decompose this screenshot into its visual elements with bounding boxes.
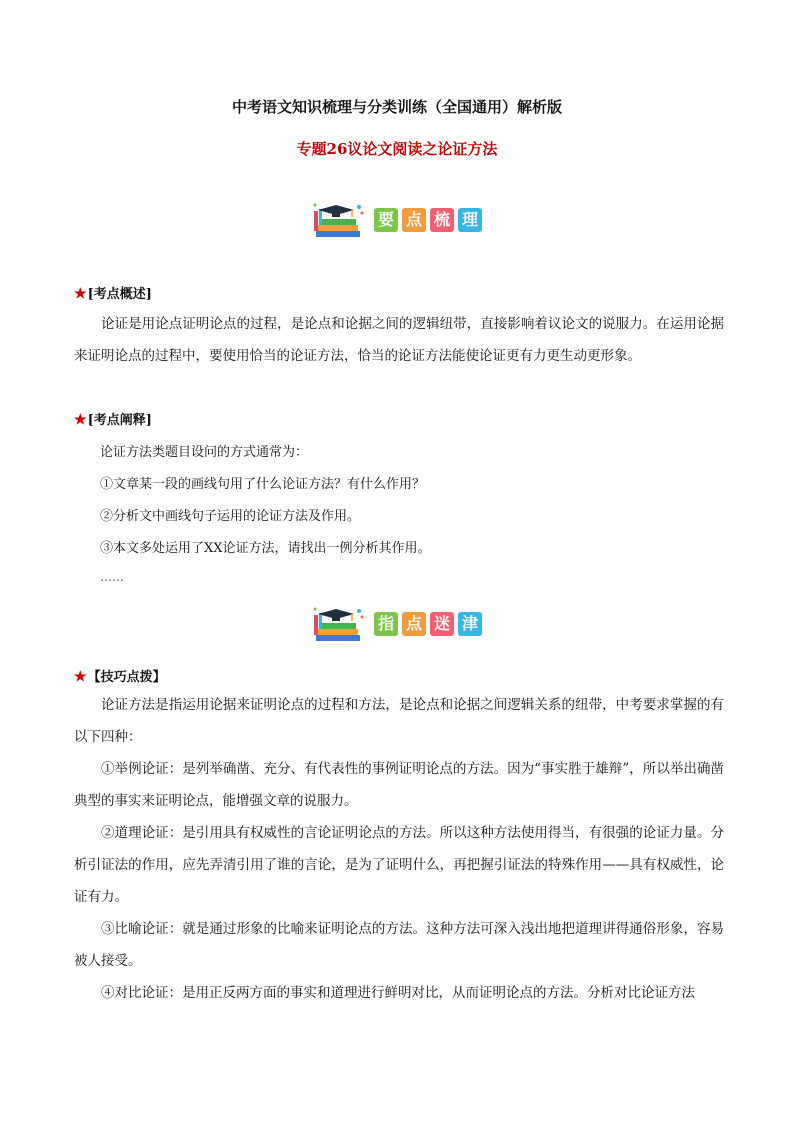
explain-line: ②分析文中画线句子运用的论证方法及作用。	[100, 509, 361, 524]
document-title: 中考语文知识梳理与分类训练（全国通用）解析版	[231, 98, 562, 116]
star-icon: ★	[74, 286, 87, 302]
books-graduation-cap-icon	[312, 201, 366, 239]
star-icon: ★	[74, 669, 87, 685]
tips-paragraph: ④对比论证：是用正反两方面的事实和道理进行鲜明对比，从而证明论点的方法。分析对比论证方法	[101, 985, 695, 1001]
banner-tile: 要	[374, 208, 398, 232]
explain-ellipsis: ……	[100, 570, 124, 584]
tips-paragraph: ②道理论证：是引用具有权威性的言论证明论点的方法。所以这种方法使用得当，有很强的论证力量。分析引证法的作用，应先弄清引用了谁的言论，是为了证明什么，再把握引证法的特殊作用——具有权威性，论证有力。	[74, 825, 724, 905]
guidance-banner	[0, 604, 794, 644]
topic-subtitle: 专题26议论文阅读之论证方法	[296, 140, 498, 158]
overview-heading-text: [考点概述]	[87, 287, 152, 302]
banner-tile: 迷	[430, 612, 454, 636]
banner-tile: 理	[458, 208, 482, 232]
banner-tile: 点	[402, 208, 426, 232]
tips-paragraph: ①举例论证：是列举确凿、充分、有代表性的事例证明论点的方法。因为“事实胜于雄辩”，所以举出确凿典型的事实来证明论点，能增强文章的说服力。	[74, 761, 724, 809]
books-graduation-cap-icon	[312, 605, 366, 643]
explain-heading	[74, 409, 152, 428]
explain-line: 论证方法类题目设问的方式通常为：	[100, 445, 309, 460]
banner-tile: 津	[458, 612, 482, 636]
tips-paragraph: ③比喻论证：就是通过形象的比喻来证明论点的方法。这种方法可深入浅出地把道理讲得通俗形象，容易被人接受。	[74, 921, 724, 969]
explain-line: ③本文多处运用了XX论证方法，请找出一例分析其作用。	[100, 541, 431, 556]
overview-heading	[74, 283, 152, 302]
key-points-banner	[0, 200, 794, 240]
explain-heading-text: [考点阐释]	[87, 413, 152, 428]
explain-line: ①文章某一段的画线句用了什么论证方法？有什么作用？	[100, 477, 426, 492]
tips-heading-text: 【技巧点拨】	[87, 670, 166, 685]
overview-paragraph: 论证是用论点证明论点的过程，是论点和论据之间的逻辑纽带，直接影响着议论文的说服力。在运用论据来证明论点的过程中，要使用恰当的论证方法，恰当的论证方法能使论证更有力更生动更形象。	[74, 316, 724, 364]
banner-tile: 点	[402, 612, 426, 636]
tips-paragraph: 论证方法是指运用论据来证明论点的过程和方法，是论点和论据之间逻辑关系的纽带，中考要求掌握的有以下四种：	[74, 697, 724, 745]
star-icon: ★	[74, 412, 87, 428]
banner-tile: 指	[374, 612, 398, 636]
banner-tile: 梳	[430, 208, 454, 232]
tips-heading	[74, 666, 166, 685]
